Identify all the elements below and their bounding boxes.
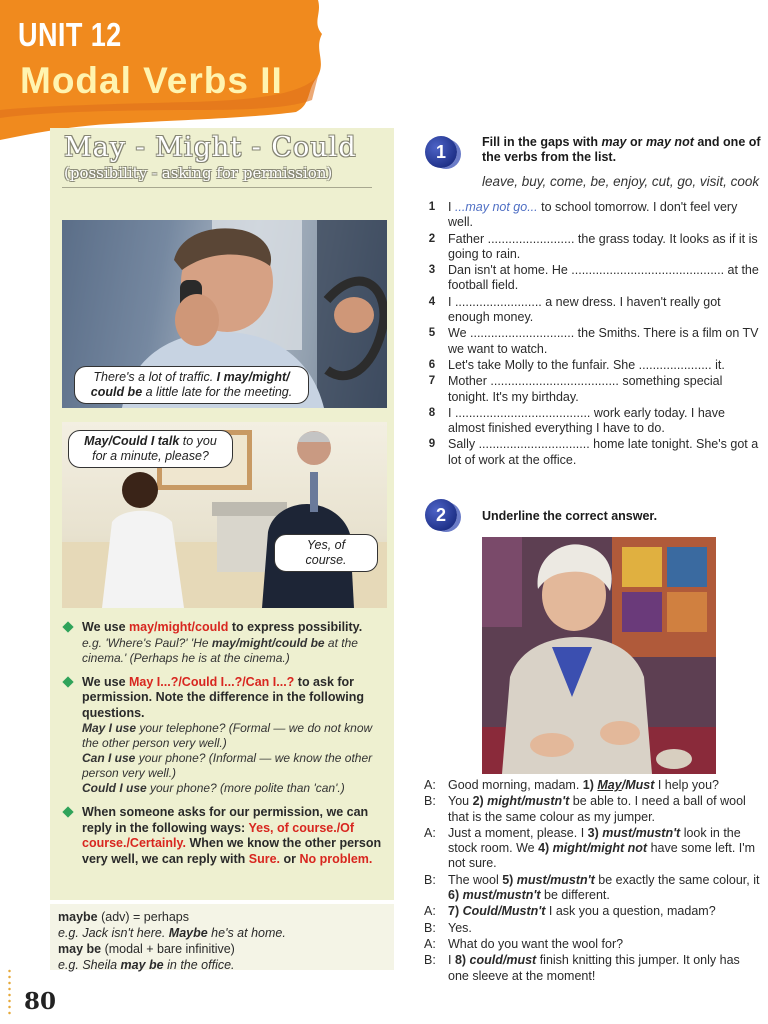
vocab-term: may be: [58, 942, 102, 956]
answer-choice[interactable]: might/mustn't: [487, 794, 570, 809]
rule-example: [82, 781, 386, 796]
blank-number: 2): [472, 794, 488, 809]
item-text: I ......................... a new dress. I haven't really got enough money.: [448, 294, 721, 325]
vocab-example-end: in the office.: [163, 958, 235, 972]
rule-phrase: We use: [82, 674, 130, 689]
highlight-phrase: No problem.: [299, 851, 373, 866]
blank-number: 7): [448, 904, 463, 919]
answer-choice[interactable]: might/might not: [552, 841, 648, 856]
instr-italic: may: [601, 135, 627, 149]
answer-choice[interactable]: must/mustn't: [516, 872, 595, 887]
dialogue-text: have some left. I'm not sure.: [448, 841, 756, 871]
bubble-text-end: a little late for the meeting.: [142, 385, 293, 399]
item-number: 6: [428, 358, 436, 371]
speaker-label: B:: [424, 953, 436, 968]
unit-banner: [0, 0, 330, 142]
exercise-item: [424, 326, 760, 357]
dialogue-text: You: [448, 794, 473, 809]
instr-text: or: [626, 135, 646, 149]
instr-italic: may not: [645, 135, 694, 149]
dialogue-text: look in the stock room. We: [448, 825, 741, 856]
item-text: Mother ..................................... something special tonight. It's my birthday.: [448, 374, 723, 404]
exercise-1-instruction: [482, 135, 762, 165]
dialogue-text: Good morning, madam.: [448, 778, 583, 792]
dialogue-text: finish knitting this jumper. It only has one sleeve at the moment!: [448, 953, 740, 983]
bubble-reply-text: Yes, of course.: [305, 538, 347, 567]
bubble-text: There's a lot of traffic.: [93, 370, 217, 384]
vocab-example-end: he's at home.: [207, 926, 286, 940]
item-number: 1: [428, 201, 436, 213]
highlight-phrase: May I...?/Could I...?/Can I...?: [129, 674, 295, 689]
exercise-item: [424, 263, 760, 294]
dialogue-line: [424, 873, 762, 904]
speech-bubble-reply: [274, 534, 378, 572]
bubble-bold-text: I may/might/ could be: [90, 370, 290, 399]
item-text: We .............................. the Smiths. There is a film on TV we want to watch.: [448, 326, 759, 356]
rule-phrase: or: [280, 851, 300, 866]
rule-example: [82, 636, 386, 666]
item-number: 8: [428, 406, 436, 419]
example-bold: Can I use: [82, 751, 136, 765]
speaker-label: A:: [424, 936, 436, 951]
dialogue-text: be different.: [540, 888, 610, 903]
vocab-term: maybe: [58, 910, 98, 924]
vocab-definition: (adv) = perhaps: [97, 910, 189, 924]
example-bold: May I use: [82, 721, 137, 735]
rule-text: [82, 675, 386, 722]
example-text: your phone? (more polite than 'can'.): [146, 781, 345, 795]
dialogue-line: [424, 904, 762, 919]
blank-number: 3): [587, 825, 603, 840]
vocab-example: e.g. Jack isn't here.: [58, 926, 169, 940]
exercise-item: [424, 295, 760, 326]
example-text: your phone? (Informal — we know the other person very well.): [82, 751, 373, 780]
exercise-item: [424, 374, 760, 405]
rule-example: [82, 751, 386, 781]
rule-phrase: We use: [82, 620, 130, 634]
instr-text: Fill in the gaps with: [482, 135, 602, 149]
exercise-2-instruction: Underline the correct answer.: [482, 509, 658, 523]
photo-man-on-phone: [62, 220, 387, 408]
item-text-end: to school tomorrow. I don't feel very well.: [448, 200, 738, 230]
example-text: your telephone? (Formal — we do not know the other person very well.): [82, 721, 373, 750]
item-text: Father ......................... the grass today. It looks as if it is going to rain.: [448, 231, 758, 261]
speaker-label: A:: [424, 778, 436, 792]
bullet-diamond-icon: [62, 621, 73, 632]
answer-choice[interactable]: must/mustn't: [462, 888, 541, 903]
dialogue-text: be exactly the same colour, it: [594, 872, 760, 887]
dialogue-line: [424, 921, 762, 936]
rule-text: [82, 620, 386, 636]
blank-number: 6): [448, 888, 463, 903]
grammar-rule: [64, 805, 386, 867]
vocab-line-4: [58, 957, 384, 973]
example-text: at the cinema.' (Perhaps he is at the cinema.): [82, 635, 358, 665]
dialogue-line: [424, 953, 762, 984]
margin-dots: [8, 968, 11, 1016]
dialogue-line: [424, 826, 762, 872]
speaker-label: A:: [424, 904, 436, 919]
blank-number: 1): [582, 778, 598, 792]
dialogue-text: I: [448, 953, 455, 968]
answer-choice[interactable]: must/mustn't: [602, 825, 681, 840]
item-number: 9: [428, 438, 436, 451]
grammar-title: May - Might - Could: [64, 132, 357, 163]
rule-phrase: to ask for permission. Note the difference in the following questions.: [82, 674, 364, 720]
rule-text: [82, 805, 386, 867]
bullet-diamond-icon: [62, 676, 73, 687]
exercise-item: [424, 232, 760, 263]
item-number: 3: [428, 264, 436, 277]
item-text: I: [448, 200, 455, 214]
page-number: 80: [24, 988, 57, 1015]
photo-woman-knitting: [482, 537, 716, 774]
item-text: Dan isn't at home. He ............................................ at the football field.: [448, 263, 759, 293]
item-number: 4: [428, 295, 436, 308]
grammar-rules: [64, 620, 386, 876]
vocab-definition: (modal + bare infinitive): [101, 942, 235, 956]
vocab-line-2: [58, 925, 384, 941]
item-number: 5: [428, 327, 436, 340]
speech-bubble-traffic: [74, 366, 309, 404]
vocab-example-bold: may be: [120, 958, 164, 972]
item-text: Let's take Molly to the funfair. She ..................... it.: [448, 357, 725, 372]
exercise-1-number: 1: [425, 136, 457, 168]
dialogue-text: Yes.: [448, 920, 472, 935]
blank-number: 4): [538, 841, 553, 856]
vocab-line-1: [58, 909, 384, 925]
exercise-1-word-list: leave, buy, come, be, enjoy, cut, go, visit, cook: [482, 174, 760, 189]
answer-choice-underlined[interactable]: May: [597, 778, 622, 792]
photo-office-conversation: [62, 422, 387, 608]
speaker-label: A:: [424, 825, 436, 840]
vocab-note-box: [50, 904, 394, 970]
title-divider: [62, 187, 372, 188]
example-answer: ...may not go...: [454, 200, 538, 214]
exercise-2-number: 2: [425, 499, 457, 531]
highlight-phrase: Sure.: [248, 851, 281, 866]
bubble-bold-text: May/Could I talk: [84, 434, 180, 448]
example-bold: may/might/could be: [211, 635, 325, 650]
example-bold: Could I use: [82, 781, 147, 795]
grammar-subtitle: (possibility - asking for permission): [64, 164, 333, 182]
highlight-phrase: Yes, of course./Of course./Certainly.: [82, 820, 355, 850]
unit-number: UNIT 12: [18, 16, 122, 53]
vocab-example: e.g. Sheila: [58, 958, 121, 972]
dialogue-text: be able to. I need a ball of wool that is the same colour as my jumper.: [448, 794, 746, 824]
rule-phrase: to express possibility.: [228, 620, 363, 634]
instr-text: and one of the verbs from the list.: [482, 135, 761, 164]
speaker-label: B:: [424, 872, 436, 887]
dialogue-text: What do you want the wool for?: [448, 936, 624, 951]
grammar-rule: [64, 675, 386, 797]
item-text: Sally ................................ home late tonight. She's got a lot of work at the office.: [448, 437, 759, 467]
dialogue-text: I ask you a question, madam?: [545, 904, 716, 919]
vocab-example-bold: Maybe: [168, 926, 208, 940]
bullet-diamond-icon: [62, 806, 73, 817]
answer-choice[interactable]: could/must: [469, 953, 537, 968]
example-text: e.g. 'Where's Paul?' 'He: [82, 635, 212, 650]
exercise-item: [424, 200, 760, 231]
rule-phrase: When we know the other person very well, we can reply with: [82, 836, 382, 866]
item-text: I ....................................... work early today. I have almost finished everything I have to do.: [448, 405, 725, 436]
rule-example: [82, 721, 386, 751]
exercise-item: [424, 358, 760, 373]
dialogue-text: The wool: [448, 872, 503, 887]
vocab-line-3: [58, 941, 384, 957]
blank-number: 5): [502, 872, 517, 887]
rule-phrase: When someone asks for our permission, we can reply in the following ways:: [82, 805, 369, 835]
speech-bubble-request: [68, 430, 233, 468]
speaker-label: B:: [424, 794, 436, 809]
highlight-phrase: may/might/could: [129, 620, 229, 634]
item-number: 7: [428, 375, 436, 388]
dialogue-line: [424, 794, 762, 825]
dialogue-line: [424, 778, 762, 793]
grammar-rule: [64, 620, 386, 666]
answer-choice[interactable]: Could/Mustn't: [462, 904, 546, 919]
speaker-label: B:: [424, 920, 436, 935]
exercise-2-dialogue: [424, 778, 762, 985]
item-number: 2: [428, 232, 436, 245]
dialogue-text: I help you?: [654, 778, 719, 792]
dialogue-line: [424, 937, 762, 952]
answer-choice[interactable]: /Must: [621, 778, 655, 792]
exercise-item: [424, 437, 760, 468]
photo-woman-image: [482, 537, 716, 774]
blank-number: 8): [454, 953, 470, 968]
exercise-1-items: [424, 200, 760, 469]
bubble-text: to you for a minute, please?: [92, 434, 217, 463]
dialogue-text: Just a moment, please. I: [448, 825, 588, 840]
unit-title: Modal Verbs II: [20, 60, 283, 101]
exercise-item: [424, 406, 760, 437]
